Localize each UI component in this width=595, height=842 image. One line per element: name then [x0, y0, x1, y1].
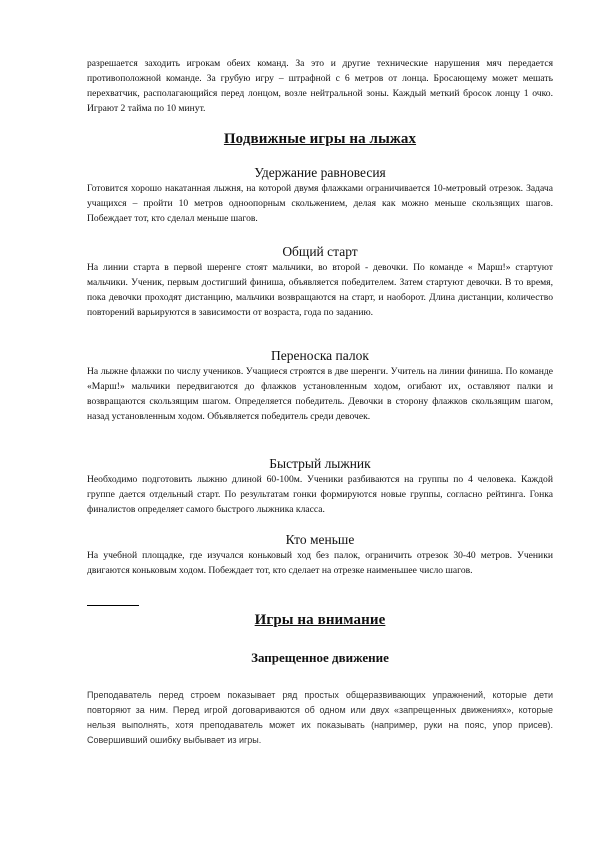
section-title-attention-games: Игры на внимание: [254, 612, 386, 628]
game-title-fast-skier: Быстрый лыжник: [269, 456, 371, 471]
intro-paragraph: разрешается заходить игрокам обеих команд. За это и другие технические нарушения мяч передается противоположной команде. За грубую игру – штрафной с 6 метров от лонца. Бросающему может мешать перехватчик, располагающийся перед лонцом, возле нейтральной зоны. Каждый меткий бросок лонцу 1 очко. Играют 2 тайма по 10 минут.: [87, 58, 553, 114]
game-text-who-less: На учебной площадке, где изучался коньковый ход без палок, ограничить отрезок 30-40 метров. Ученики двигаются коньковым ходом. Побеждает тот, кто сделает на отрезке наименьшее число шагов.: [87, 550, 553, 576]
game-pole-carry: [87, 348, 553, 424]
game-common-start: [87, 244, 553, 320]
footnote-separator: [87, 605, 139, 606]
game-title-common-start: Общий старт: [282, 244, 358, 259]
game-forbidden-move-heading: [87, 650, 553, 666]
game-balance: [87, 165, 553, 226]
game-text-fast-skier: Необходимо подготовить лыжню длиной 60-100м. Ученики разбиваются на группы по 4 человека. Каждой группе дается отдельный старт. По результатам гонки формируются новые группы, согласно рейтинга. Гонка финалистов определяет самого быстрого лыжника класса.: [87, 474, 553, 515]
game-title-pole-carry: Переноска палок: [271, 348, 369, 363]
game-fast-skier: [87, 456, 553, 517]
game-title-balance: Удержание равновесия: [254, 165, 386, 180]
game-text-balance: Готовится хорошо накатанная лыжня, на которой двумя флажками ограничивается 10-метровый отрезок. Задача учащихся – пройти 10 метров одноопорным скольжением, делая как можно меньше скользящих шагов. Побеждает тот, кто сделал меньше шагов.: [87, 183, 553, 224]
section-attention-heading-block: [87, 612, 553, 629]
section-skiing-heading-block: [87, 131, 553, 148]
game-text-forbidden-move: Преподаватель перед строем показывает ряд простых общеразвивающих упражнений, которые дети повторяют за ним. Перед игрой договариваются об одном или двух «запрещенных движениях», которые нельзя выполнять, хотя преподаватель может их показывать (например, руки на пояс, упор присев). Совершивший ошибку выбывает из игры.: [87, 690, 553, 745]
section-title-skiing-games: Подвижные игры на лыжах: [223, 131, 417, 147]
game-text-pole-carry: На лыжне флажки по числу учеников. Учащиеся строятся в две шеренги. Учитель на линии финиша. По команде «Марш!» мальчики передвигаются до флажков установленным ходом, огибают их, оставляют палки и возвращаются скользящим шагом. Определяется победитель. Девочки в сторону флажков скользящим шагом, назад установленным ходом. Объявляется победитель среди девочек.: [87, 366, 553, 422]
game-text-common-start: На линии старта в первой шеренге стоят мальчики, во второй - девочки. По команде « Марш!» стартуют мальчики. Ученик, первым достигший финиша, объявляется победителем. Затем стартуют девочки. В то время, пока девочки проходят дистанцию, мальчики возвращаются на старт, и наоборот. Длина дистанции, количество повторений варьируются в зависимости от возраста, года по заданию.: [87, 262, 553, 318]
game-title-who-less: Кто меньше: [285, 532, 355, 547]
game-title-forbidden-move: Запрещенное движение: [251, 650, 389, 665]
game-who-less: [87, 532, 553, 578]
intro-block: [87, 56, 553, 116]
game-forbidden-move: [87, 688, 553, 748]
